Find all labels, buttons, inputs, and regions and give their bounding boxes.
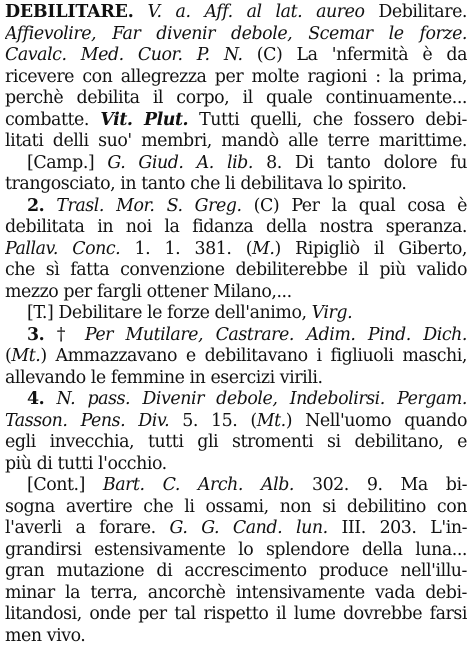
text-run: V. a. Aff. al lat. aureo — [133, 2, 365, 22]
text-run: 2. — [27, 195, 45, 216]
text-run: gran mutazione di accrescimento produce nell'illu- — [5, 561, 467, 581]
text-run: perchè debilita il corpo, il quale continuamente... — [5, 88, 467, 108]
entry-line — [5, 24, 467, 46]
text-run: Mt. — [11, 346, 41, 366]
text-run: minar la terra, ancorchè intensivamente vada debi- — [5, 582, 467, 603]
entry-line — [5, 45, 467, 67]
text-run: litati delli suo' membri, mandò alle terre marittime. — [5, 131, 467, 151]
text-run: più di tutti l'occhio. — [5, 453, 167, 474]
text-run: Virg. — [306, 303, 353, 323]
entry-line — [5, 604, 467, 626]
text-run: M. — [252, 238, 275, 259]
text-run: che sì fatta convenzione debiliterebbe il più valido — [5, 260, 467, 280]
entry-line — [5, 282, 467, 304]
text-run: 1. 1. 381. ( — [120, 238, 253, 259]
entry-line — [5, 303, 467, 325]
entry-line — [5, 196, 467, 218]
text-run: Vit. Plut. — [88, 109, 189, 130]
text-run: Tasson. Pens. Div. — [5, 410, 170, 431]
entry-line — [5, 368, 467, 390]
entry-line — [5, 411, 467, 433]
entry-line — [5, 260, 467, 282]
text-run: sogna avertire che li ossami, non si debilitino con — [5, 496, 467, 517]
text-run: (C) La 'nfermità è da — [242, 45, 467, 65]
text-run: combatte. — [5, 109, 89, 130]
text-run: III. 203. L'in- — [327, 518, 467, 538]
text-run: l'averli a forare. — [5, 518, 156, 538]
text-run: mezzo per fargli ottener Milano,... — [5, 281, 292, 302]
text-run: [Cont.] — [27, 475, 85, 495]
dictionary-entry — [5, 2, 467, 647]
text-run: debilitata in noi la fidanza della nostra speranza. — [5, 217, 467, 237]
text-run: men vivo. — [5, 625, 86, 646]
entry-line — [5, 239, 467, 261]
text-run: Debilitare. — [364, 2, 467, 22]
text-run: ricevere con allegrezza per molte ragioni : la prima, — [5, 66, 467, 87]
text-run: ) Nell'uomo quando — [285, 410, 467, 431]
text-run: G. Giud. A. lib. — [94, 152, 253, 173]
text-run: litandosi, onde per tal rispetto il lume dovrebbe farsi — [5, 604, 467, 624]
entry-line — [5, 497, 467, 519]
entry-line — [5, 540, 467, 562]
text-run: 302. 9. Ma bi- — [293, 475, 467, 495]
entry-line — [5, 346, 467, 368]
text-run: 8. Di tanto dolore fu — [252, 152, 467, 173]
text-run: allevando le femmine in esercizi virili. — [5, 367, 323, 388]
text-run: ( — [5, 346, 12, 366]
text-run: † — [44, 324, 85, 345]
entry-line — [5, 454, 467, 476]
entry-line — [5, 217, 467, 239]
text-run: 3. — [27, 324, 45, 345]
text-run: Per Mutilare, Castrare. Adim. Pind. Dich. — [84, 324, 467, 345]
text-run: Trasl. Mor. S. Greg. — [44, 195, 242, 216]
entry-line — [5, 626, 467, 648]
text-run: Pallav. Conc. — [5, 238, 121, 259]
text-run: 5. 15. ( — [169, 410, 257, 431]
entry-line — [5, 153, 467, 175]
entry-line — [5, 432, 467, 454]
entry-line — [5, 131, 467, 153]
text-run: Affievolire, Far divenir debole, Scemar le forze. — [5, 23, 467, 44]
text-run: 4. — [27, 389, 45, 409]
text-run: N. pass. Divenir debole, Indebolirsi. Pergam. — [44, 389, 467, 409]
entry-line — [5, 389, 467, 411]
entry-line — [5, 325, 467, 347]
text-run: Tutti quelli, che fossero debi- — [188, 109, 467, 130]
entry-line — [5, 561, 467, 583]
entry-line — [5, 88, 467, 110]
text-run: ) Ammazzavano e debilitavano i figliuoli maschi, — [40, 346, 467, 366]
entry-line — [5, 67, 467, 89]
text-run: egli invecchia, tutti gli stromenti si debilitano, e — [5, 432, 467, 452]
text-run: [T.] — [27, 303, 54, 323]
text-run: Bart. C. Arch. Alb. — [84, 475, 294, 495]
headword: DEBILITARE. — [5, 2, 134, 22]
text-run: Cavalc. Med. Cuor. P. N. — [5, 45, 243, 65]
text-run: Debilitare le forze dell'animo, — [53, 303, 307, 323]
text-run: [Camp.] — [27, 152, 95, 173]
text-run: ) Ripigliò il Giberto, — [274, 238, 467, 259]
text-run: (C) Per la qual cosa è — [241, 195, 467, 216]
entry-line — [5, 475, 467, 497]
entry-line — [5, 174, 467, 196]
text-run: grandirsi estensivamente lo splendore della luna... — [5, 539, 467, 560]
entry-line — [5, 110, 467, 132]
entry-line — [5, 2, 467, 24]
text-run: trangosciato, in tanto che li debilitava lo spirito. — [5, 174, 407, 194]
entry-line — [5, 583, 467, 605]
text-run: G. G. Cand. lun. — [155, 518, 328, 538]
text-run: Mt. — [256, 410, 286, 431]
entry-line — [5, 518, 467, 540]
